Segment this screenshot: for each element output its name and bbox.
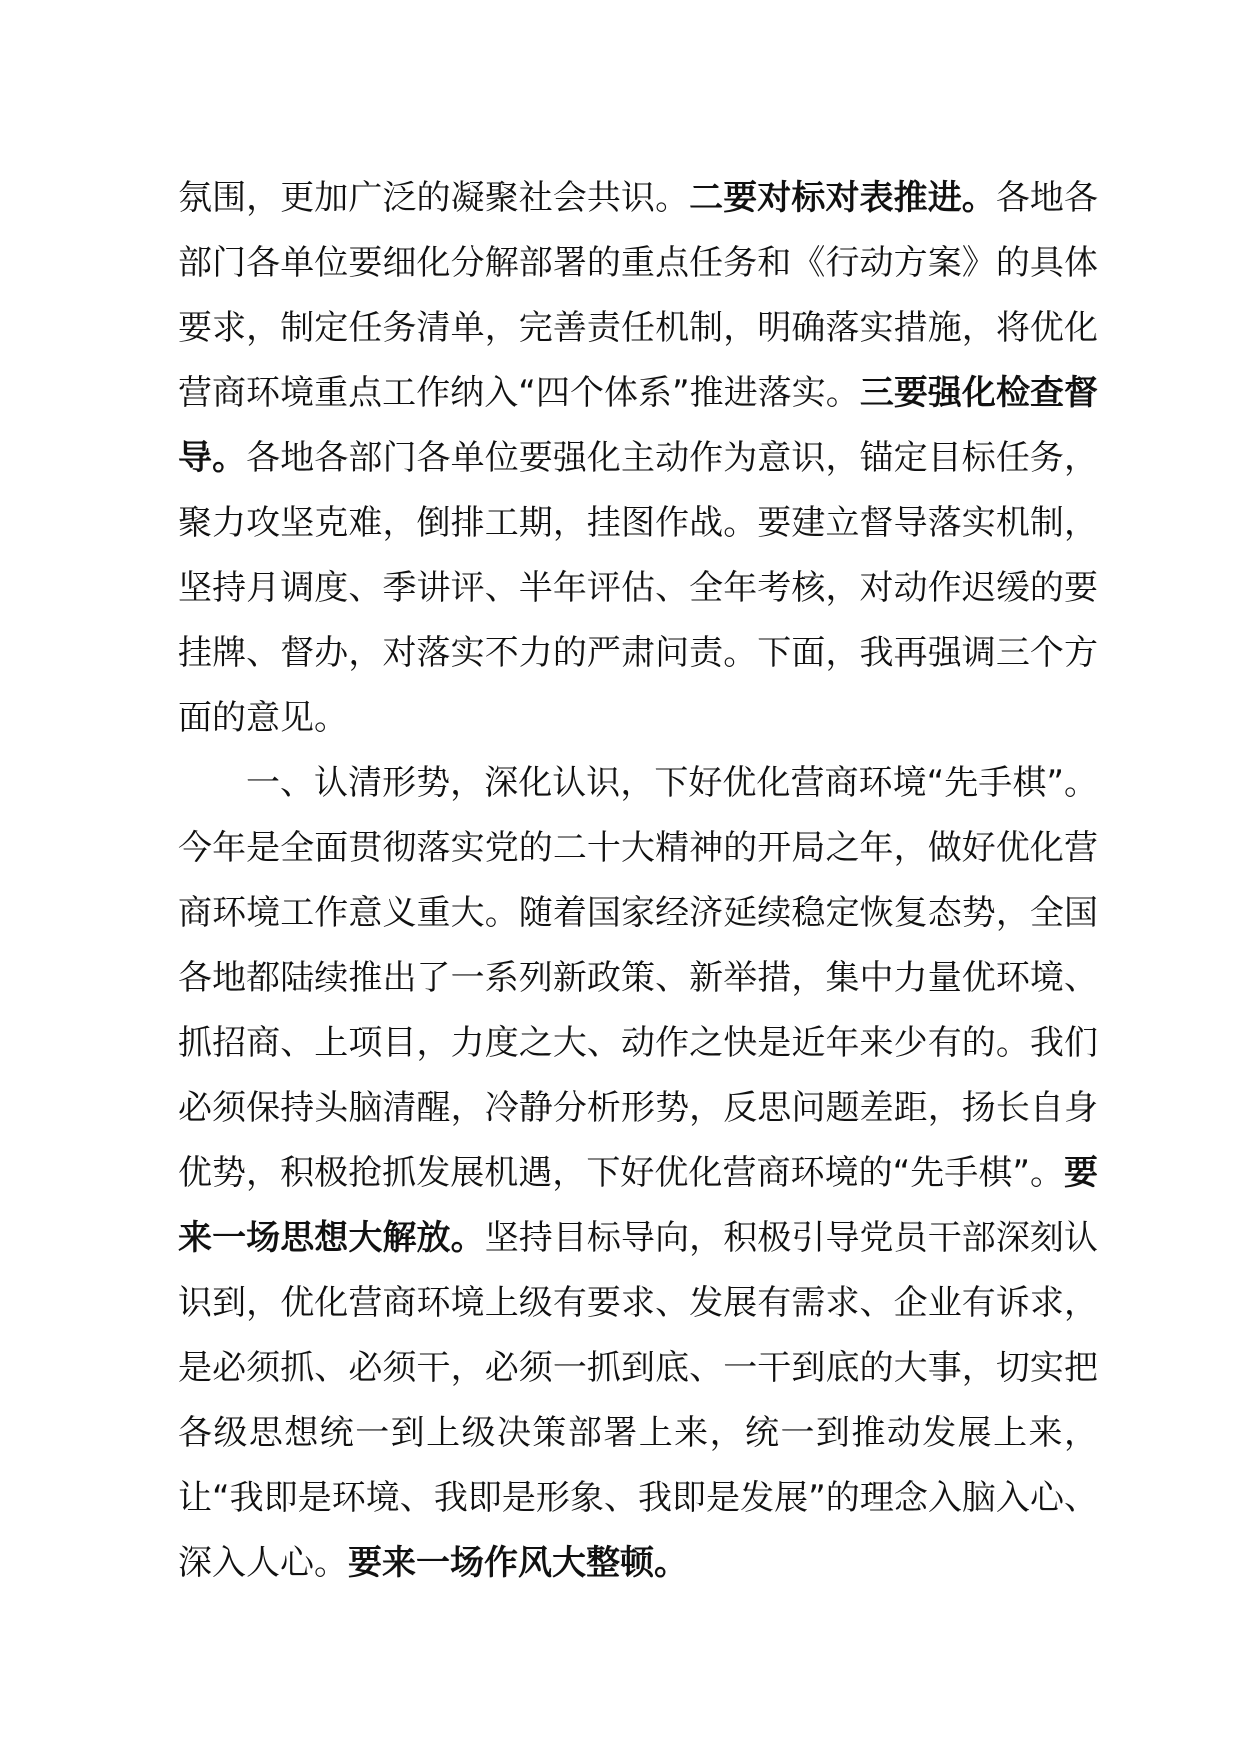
text-segment: 各地各部门各单位要强化主动作为意识，锚定目标任务，聚力攻坚克难，倒排工期，挂图作战。要建立督导落实机制，坚持月调度、季讲评、半年评估、全年考核，对动作迟缓的要挂牌、督办，对落实不力的严肃问责。下面，我再强调三个方面的意见。 <box>178 438 1099 738</box>
text-segment: 各地各部门各单位要细化分解部署的重点任务和《行动方案》的具体要求，制定任务清单，完善责任机制，明确落实措施，将优化营商环境重点工作纳入“四个体系”推进落实。 <box>178 178 1099 413</box>
section-heading: 一、认清形势，深化认识，下好优化营商环境“先手棋”。 <box>246 763 1098 803</box>
text-segment: 坚持目标导向，积极引导党员干部深刻认识到，优化营商环境上级有要求、发展有需求、企业有诉求，是必须抓、必须干，必须一抓到底、一干到底的大事，切实把各级思想统一到上级决策部署上来，统一到推动发展上来，让“我即是环境、我即是形象、我即是发展”的理念入脑入心、深入人心。 <box>178 1218 1099 1583</box>
bold-style-rectification: 要来一场作风大整顿。 <box>348 1543 688 1583</box>
document-page <box>178 166 1098 1596</box>
bold-point-three: 三要强化检查督导。 <box>178 373 1098 478</box>
bold-thought-liberation: 要来一场思想大解放。 <box>178 1153 1098 1258</box>
text-segment: 氛围，更加广泛的凝聚社会共识。 <box>178 178 690 218</box>
bold-point-two: 二要对标对表推进。 <box>689 178 996 218</box>
paragraph-continuation <box>178 166 1098 751</box>
paragraph-section-one <box>178 751 1098 1596</box>
text-segment: 今年是全面贯彻落实党的二十大精神的开局之年，做好优化营商环境工作意义重大。随着国家经济延续稳定恢复态势，全国各地都陆续推出了一系列新政策、新举措，集中力量优环境、抓招商、上项目，力度之大、动作之快是近年来少有的。我们必须保持头脑清醒，冷静分析形势，反思问题差距，扬长自身优势，积极抢抓发展机遇，下好优化营商环境的“先手棋”。 <box>178 828 1098 1193</box>
